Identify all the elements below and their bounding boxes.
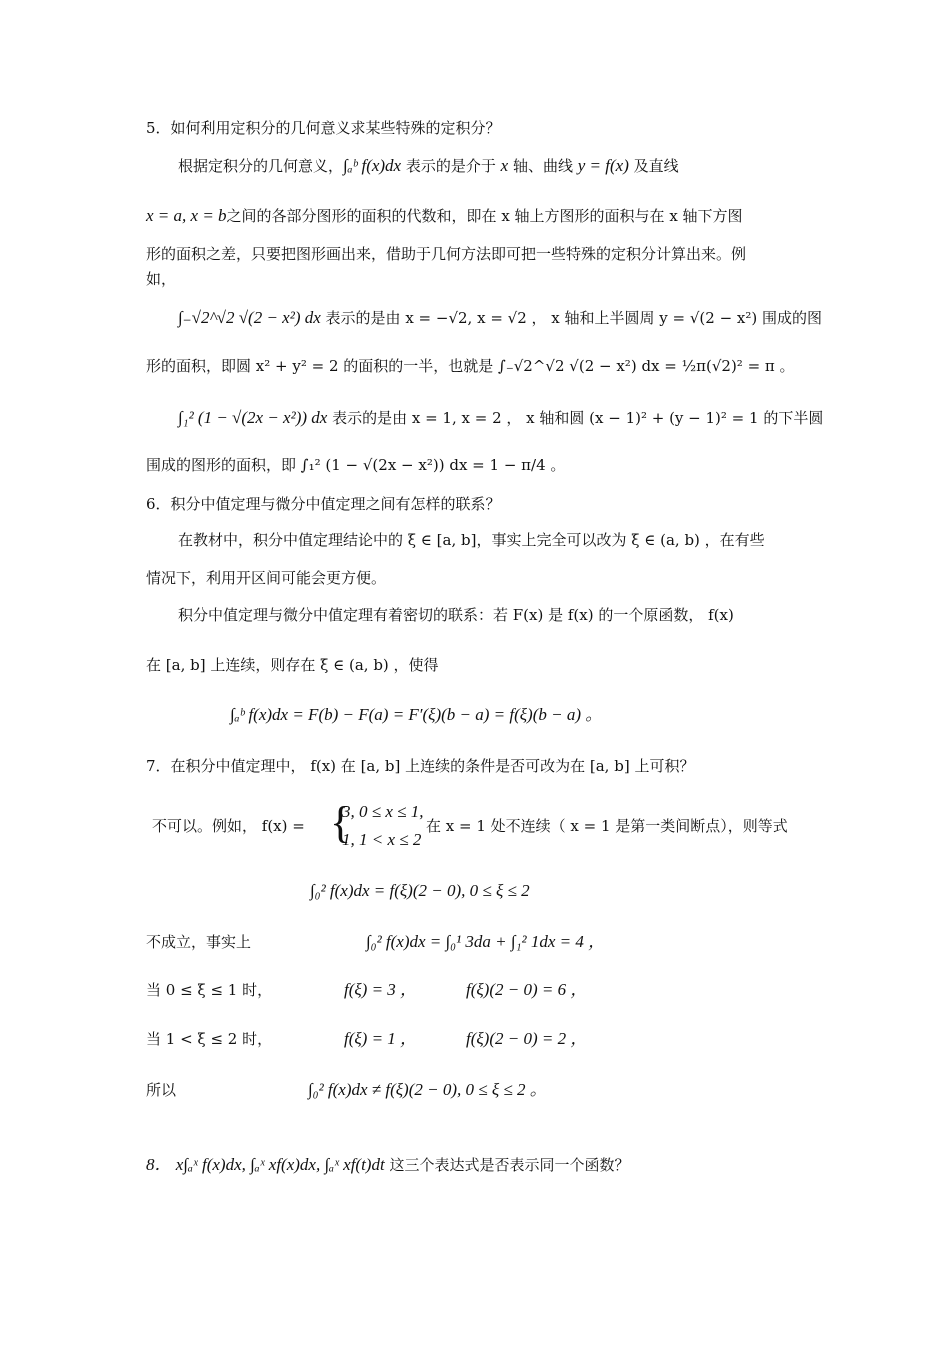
q5-paragraph-line-4: 如， <box>146 270 177 288</box>
q7-example-text-a: 不可以。例如， f(x) = <box>152 817 305 835</box>
q7-line-4-label: 所以 <box>146 1081 177 1099</box>
q6-formula: ∫ₐᵇ f(x)dx = F(b) − F(a) = F′(ξ)(b − a) = f(ξ)(b − a) 。 <box>230 705 603 724</box>
q7-line-2-value: f(ξ) = 3 ， <box>344 980 418 999</box>
q7-line-2-product: f(ξ)(2 − 0) = 6 ， <box>466 980 588 999</box>
q7-line-2-label: 当 0 ≤ ξ ≤ 1 时， <box>146 981 273 999</box>
q5-p1-curve: y = f(x) <box>577 156 629 175</box>
q7-line-1-math: ∫₀² f(x)dx = ∫₀¹ 3da + ∫₁² 1dx = 4 ， <box>366 932 606 951</box>
q5-title: 5．如何利用定积分的几何意义求某些特殊的定积分？ <box>146 119 501 137</box>
q5-example-1-text: 表示的是由 x = −√2, x = √2 ， x 轴和上半圆周 y = √(2 − x²) 围成的图 <box>320 309 823 327</box>
q7-example-line <box>152 815 305 837</box>
q7-line-3-label: 当 1 < ξ ≤ 2 时， <box>146 1030 273 1048</box>
q5-p1-text-b: 表示的是介于 <box>401 157 501 175</box>
q5-p1-text-a: 根据定积分的几何意义， <box>178 157 344 175</box>
q5-p1-var-x: x <box>500 156 509 175</box>
q5-p1-text-d: 及直线 <box>628 157 679 175</box>
q5-paragraph-line-3: 形的面积之差，只要把图形画出来，借助于几何方法即可把一些特殊的定积分计算出来。例 <box>146 245 747 263</box>
q5-p2-lines: x = a, x = b <box>146 206 227 225</box>
q5-example-2 <box>178 407 823 429</box>
q6-title: 6．积分中值定理与微分中值定理之间有怎样的联系？ <box>146 495 501 513</box>
q5-paragraph-line-1 <box>178 155 679 177</box>
q7-line-3-value: f(ξ) = 1 ， <box>344 1029 418 1048</box>
q5-paragraph-line-2 <box>146 205 743 227</box>
q5-p2-text: 之间的各部分图形的面积的代数和，即在 x 轴上方图形的面积与在 x 轴下方图 <box>226 207 743 225</box>
q5-example-1-continued: 形的面积，即圆 x² + y² = 2 的面积的一半，也就是 ∫₋√2^√2 √(2 − x²) dx = ½π(√2)² = π 。 <box>146 357 795 375</box>
q5-example-1 <box>178 307 822 329</box>
q7-title: 7．在积分中值定理中， f(x) 在 [a, b] 上连续的条件是否可改为在 [a, b] 上可积？ <box>146 757 695 775</box>
q6-paragraph-line-2: 情况下，利用开区间可能会更方便。 <box>146 569 387 587</box>
q6-paragraph-line-1: 在教材中，积分中值定理结论中的 ξ ∈ [a, b]，事实上完全可以改为 ξ ∈ (a, b) ，在有些 <box>178 531 765 549</box>
q5-example-2-integral: ∫₁² (1 − √(2x − x²)) dx <box>178 408 328 427</box>
q7-case-2: 1, 1 < x ≤ 2 <box>342 830 422 849</box>
q6-paragraph-line-4: 在 [a, b] 上连续，则存在 ξ ∈ (a, b) ，使得 <box>146 656 439 674</box>
q5-example-2-text: 表示的是由 x = 1, x = 2 ， x 轴和圆 (x − 1)² + (y − 1)² = 1 的下半圆 <box>327 409 824 427</box>
q8-title <box>146 1154 629 1176</box>
q7-line-3-product: f(ξ)(2 − 0) = 2 ， <box>466 1029 588 1048</box>
q8-expressions: 8． x∫ₐˣ f(x)dx, ∫ₐˣ xf(x)dx, ∫ₐˣ xf(t)dt <box>146 1155 385 1174</box>
q6-paragraph-line-3: 积分中值定理与微分中值定理有着密切的联系：若 F(x) 是 f(x) 的一个原函数， f(x) <box>178 606 734 624</box>
q5-example-2-continued: 围成的图形的面积，即 ∫₁² (1 − √(2x − x²)) dx = 1 − π/4 。 <box>146 456 566 474</box>
q7-equation: ∫₀² f(x)dx = f(ξ)(2 − 0), 0 ≤ ξ ≤ 2 <box>310 881 530 900</box>
q7-case-1: 3, 0 ≤ x ≤ 1, <box>342 802 424 821</box>
q5-p1-text-c: 轴、曲线 <box>508 157 578 175</box>
q7-line-1-label: 不成立，事实上 <box>146 933 252 951</box>
q7-line-4-math: ∫₀² f(x)dx ≠ f(ξ)(2 − 0), 0 ≤ ξ ≤ 2 。 <box>308 1080 547 1099</box>
q8-question-text: 这三个表达式是否表示同一个函数？ <box>384 1156 630 1174</box>
q5-p1-integral: ∫ₐᵇ f(x)dx <box>343 156 402 175</box>
q5-example-1-integral: ∫₋√2^√2 √(2 − x²) dx <box>178 308 321 327</box>
q7-piecewise-brace: { <box>330 798 352 847</box>
q7-example-text-b: 在 x = 1 处不连续（ x = 1 是第一类间断点），则等式 <box>426 817 788 835</box>
